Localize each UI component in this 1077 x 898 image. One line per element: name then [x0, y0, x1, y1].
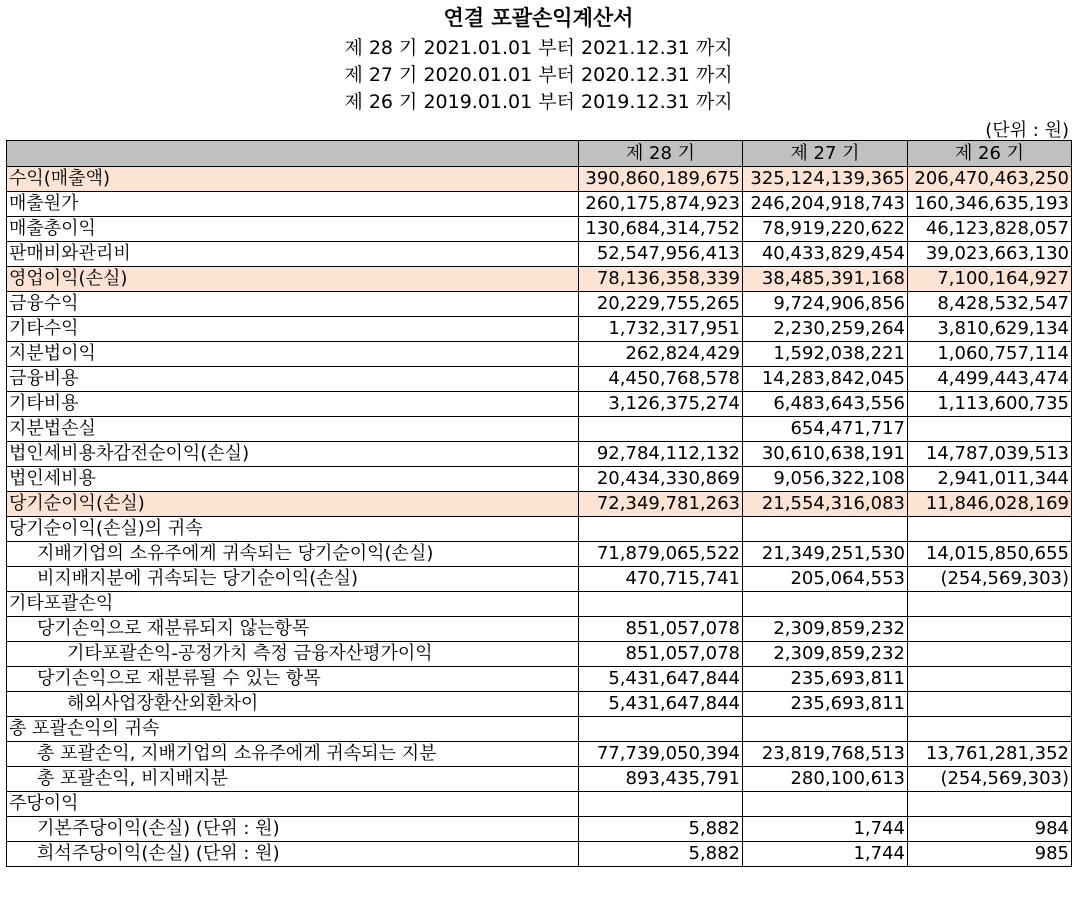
- table-row: [7, 492, 1072, 517]
- row-label: 기본주당이익(손실) (단위 : 원): [7, 817, 579, 842]
- value-cell: 985: [908, 842, 1072, 867]
- value-cell: 2,230,259,264: [743, 317, 908, 342]
- value-cell: 1,732,317,951: [579, 317, 743, 342]
- row-label: 당기손익으로 재분류될 수 있는 항목: [7, 667, 579, 692]
- table-row: [7, 842, 1072, 867]
- table-row: [7, 592, 1072, 617]
- table-row: [7, 167, 1072, 192]
- value-cell: 30,610,638,191: [743, 442, 908, 467]
- value-cell: 52,547,956,413: [579, 242, 743, 267]
- unit-label: (단위 : 원): [985, 120, 1069, 141]
- table-row: [7, 392, 1072, 417]
- value-cell: 5,431,647,844: [579, 667, 743, 692]
- value-cell: [743, 517, 908, 542]
- value-cell: 390,860,189,675: [579, 167, 743, 192]
- table-row: [7, 542, 1072, 567]
- value-cell: 3,810,629,134: [908, 317, 1072, 342]
- table-row: [7, 642, 1072, 667]
- value-cell: 13,761,281,352: [908, 742, 1072, 767]
- row-label: 기타수익: [7, 317, 579, 342]
- row-label: 영업이익(손실): [7, 267, 579, 292]
- value-cell: [579, 592, 743, 617]
- value-cell: 77,739,050,394: [579, 742, 743, 767]
- value-cell: [908, 717, 1072, 742]
- value-cell: [579, 517, 743, 542]
- value-cell: 470,715,741: [579, 567, 743, 592]
- value-cell: 9,056,322,108: [743, 467, 908, 492]
- value-cell: 1,060,757,114: [908, 342, 1072, 367]
- value-cell: [908, 417, 1072, 442]
- value-cell: 851,057,078: [579, 617, 743, 642]
- table-row: [7, 692, 1072, 717]
- value-cell: 20,229,755,265: [579, 292, 743, 317]
- table-row: [7, 417, 1072, 442]
- value-cell: 280,100,613: [743, 767, 908, 792]
- column-header-28: 제 28 기: [579, 141, 743, 167]
- value-cell: 14,787,039,513: [908, 442, 1072, 467]
- value-cell: 78,919,220,622: [743, 217, 908, 242]
- table-row: [7, 767, 1072, 792]
- value-cell: 1,744: [743, 842, 908, 867]
- value-cell: 160,346,635,193: [908, 192, 1072, 217]
- value-cell: [908, 692, 1072, 717]
- table-row: [7, 517, 1072, 542]
- row-label: 비지배지분에 귀속되는 당기순이익(손실): [7, 567, 579, 592]
- value-cell: [743, 592, 908, 617]
- value-cell: 1,592,038,221: [743, 342, 908, 367]
- row-label: 법인세비용: [7, 467, 579, 492]
- row-label: 매출총이익: [7, 217, 579, 242]
- value-cell: 4,499,443,474: [908, 367, 1072, 392]
- value-cell: 2,941,011,344: [908, 467, 1072, 492]
- value-cell: 7,100,164,927: [908, 267, 1072, 292]
- value-cell: 46,123,828,057: [908, 217, 1072, 242]
- value-cell: 21,349,251,530: [743, 542, 908, 567]
- row-label: 지분법손실: [7, 417, 579, 442]
- table-row: [7, 317, 1072, 342]
- value-cell: [743, 717, 908, 742]
- table-row: [7, 292, 1072, 317]
- value-cell: (254,569,303): [908, 767, 1072, 792]
- column-header-label: [7, 141, 579, 167]
- row-label: 지배기업의 소유주에게 귀속되는 당기순이익(손실): [7, 542, 579, 567]
- value-cell: 14,015,850,655: [908, 542, 1072, 567]
- period-line: 제 28 기 2021.01.01 부터 2021.12.31 까지: [344, 37, 733, 59]
- value-cell: [908, 667, 1072, 692]
- period-line: 제 27 기 2020.01.01 부터 2020.12.31 까지: [344, 64, 733, 86]
- value-cell: 205,064,553: [743, 567, 908, 592]
- value-cell: 78,136,358,339: [579, 267, 743, 292]
- value-cell: 2,309,859,232: [743, 617, 908, 642]
- value-cell: 40,433,829,454: [743, 242, 908, 267]
- value-cell: 5,431,647,844: [579, 692, 743, 717]
- row-label: 희석주당이익(손실) (단위 : 원): [7, 842, 579, 867]
- period-line: 제 26 기 2019.01.01 부터 2019.12.31 까지: [344, 91, 733, 113]
- value-cell: 5,882: [579, 817, 743, 842]
- value-cell: 20,434,330,869: [579, 467, 743, 492]
- value-cell: 246,204,918,743: [743, 192, 908, 217]
- value-cell: [908, 642, 1072, 667]
- value-cell: [579, 417, 743, 442]
- table-row: [7, 342, 1072, 367]
- table-row: [7, 792, 1072, 817]
- table-row: [7, 667, 1072, 692]
- row-label: 해외사업장환산외환차이: [7, 692, 579, 717]
- value-cell: 39,023,663,130: [908, 242, 1072, 267]
- value-cell: 130,684,314,752: [579, 217, 743, 242]
- column-header-26: 제 26 기: [908, 141, 1072, 167]
- row-label: 당기순이익(손실)의 귀속: [7, 517, 579, 542]
- row-label: 법인세비용차감전순이익(손실): [7, 442, 579, 467]
- row-label: 매출원가: [7, 192, 579, 217]
- row-label: 판매비와관리비: [7, 242, 579, 267]
- income-statement-table: [6, 140, 1072, 867]
- value-cell: 6,483,643,556: [743, 392, 908, 417]
- value-cell: [908, 617, 1072, 642]
- value-cell: 1,113,600,735: [908, 392, 1072, 417]
- value-cell: [743, 792, 908, 817]
- row-label: 기타포괄손익-공정가치 측정 금융자산평가이익: [7, 642, 579, 667]
- value-cell: 1,744: [743, 817, 908, 842]
- table-row: [7, 267, 1072, 292]
- table-row: [7, 617, 1072, 642]
- table-row: [7, 817, 1072, 842]
- table-row: [7, 242, 1072, 267]
- row-label: 당기순이익(손실): [7, 492, 579, 517]
- value-cell: [908, 517, 1072, 542]
- table-row: [7, 717, 1072, 742]
- value-cell: 235,693,811: [743, 667, 908, 692]
- table-row: [7, 367, 1072, 392]
- value-cell: 11,846,028,169: [908, 492, 1072, 517]
- row-label: 금융비용: [7, 367, 579, 392]
- value-cell: [908, 792, 1072, 817]
- value-cell: [908, 592, 1072, 617]
- value-cell: 206,470,463,250: [908, 167, 1072, 192]
- row-label: 기타포괄손익: [7, 592, 579, 617]
- table-row: [7, 742, 1072, 767]
- table-row: [7, 467, 1072, 492]
- value-cell: 71,879,065,522: [579, 542, 743, 567]
- value-cell: 2,309,859,232: [743, 642, 908, 667]
- value-cell: [579, 792, 743, 817]
- row-label: 주당이익: [7, 792, 579, 817]
- value-cell: 72,349,781,263: [579, 492, 743, 517]
- table-row: [7, 192, 1072, 217]
- value-cell: 38,485,391,168: [743, 267, 908, 292]
- value-cell: 21,554,316,083: [743, 492, 908, 517]
- value-cell: [579, 717, 743, 742]
- row-label: 당기손익으로 재분류되지 않는항목: [7, 617, 579, 642]
- value-cell: (254,569,303): [908, 567, 1072, 592]
- table-row: [7, 217, 1072, 242]
- value-cell: 23,819,768,513: [743, 742, 908, 767]
- value-cell: 235,693,811: [743, 692, 908, 717]
- value-cell: 4,450,768,578: [579, 367, 743, 392]
- value-cell: 654,471,717: [743, 417, 908, 442]
- row-label: 총 포괄손익, 지배기업의 소유주에게 귀속되는 지분: [7, 742, 579, 767]
- table-row: [7, 567, 1072, 592]
- value-cell: 14,283,842,045: [743, 367, 908, 392]
- value-cell: 851,057,078: [579, 642, 743, 667]
- value-cell: 325,124,139,365: [743, 167, 908, 192]
- value-cell: 9,724,906,856: [743, 292, 908, 317]
- value-cell: 262,824,429: [579, 342, 743, 367]
- row-label: 금융수익: [7, 292, 579, 317]
- document-title: 연결 포괄손익계산서: [443, 6, 634, 30]
- table-row: [7, 442, 1072, 467]
- header-row: [7, 141, 1072, 167]
- value-cell: 260,175,874,923: [579, 192, 743, 217]
- row-label: 지분법이익: [7, 342, 579, 367]
- value-cell: 5,882: [579, 842, 743, 867]
- value-cell: 3,126,375,274: [579, 392, 743, 417]
- value-cell: 984: [908, 817, 1072, 842]
- value-cell: 92,784,112,132: [579, 442, 743, 467]
- row-label: 총 포괄손익의 귀속: [7, 717, 579, 742]
- value-cell: 8,428,532,547: [908, 292, 1072, 317]
- row-label: 기타비용: [7, 392, 579, 417]
- row-label: 수익(매출액): [7, 167, 579, 192]
- row-label: 총 포괄손익, 비지배지분: [7, 767, 579, 792]
- column-header-27: 제 27 기: [743, 141, 908, 167]
- value-cell: 893,435,791: [579, 767, 743, 792]
